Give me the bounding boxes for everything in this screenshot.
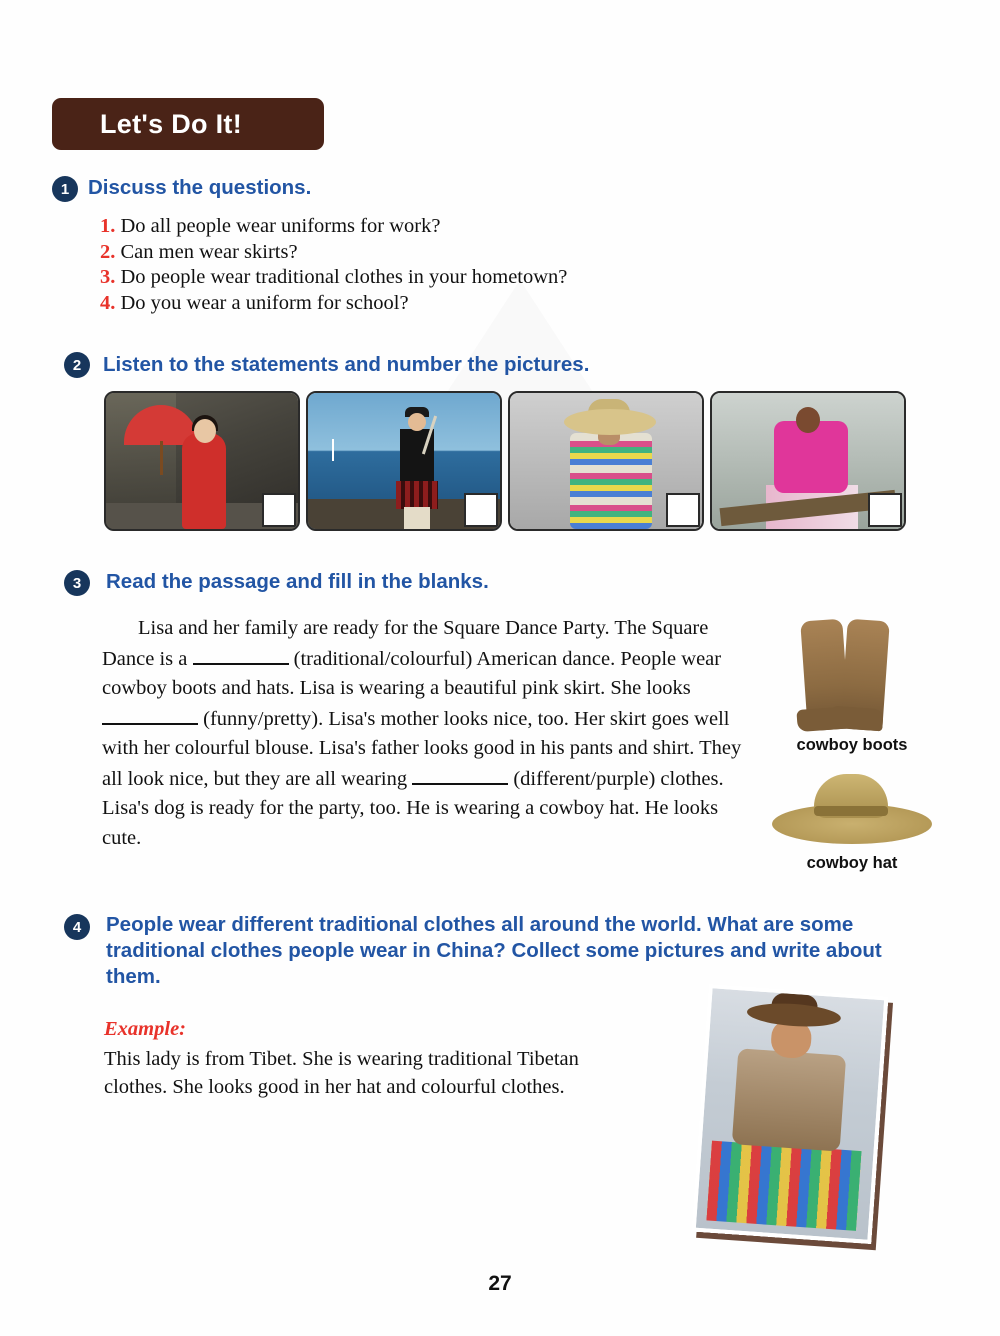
picture-card-4 bbox=[710, 391, 906, 531]
cowboy-hat-image bbox=[772, 770, 932, 848]
cowboy-hat-caption: cowboy hat bbox=[806, 854, 898, 872]
section-number-3: 3 bbox=[64, 570, 90, 596]
blank-input-1[interactable] bbox=[193, 644, 289, 665]
list-item bbox=[100, 265, 800, 291]
passage-part-4: (different/purple) clothes. Lisa's dog is ready for the party, too. He is wearing a cowboy hat. He looks cute. bbox=[102, 767, 724, 849]
reading-passage bbox=[102, 614, 742, 853]
lets-do-it-banner bbox=[52, 98, 324, 150]
passage-part-1: Lisa and her family are ready for the Square Dance Party. The Square Dance is a bbox=[102, 617, 709, 670]
section-number-2: 2 bbox=[64, 352, 90, 378]
list-item bbox=[100, 214, 800, 240]
cowboy-hat-figure bbox=[762, 770, 942, 873]
example-text: This lady is from Tibet. She is wearing traditional Tibetan clothes. She looks good in her hat and colourful clothes. bbox=[104, 1048, 579, 1098]
question-text: Can men wear skirts? bbox=[120, 240, 298, 263]
blank-input-2[interactable] bbox=[102, 704, 198, 725]
list-item bbox=[100, 240, 800, 266]
banner-title: Let's Do It! bbox=[100, 108, 243, 139]
question-number: 1. bbox=[100, 215, 116, 237]
passage-part-3: (funny/pretty). Lisa's mother looks nice, too. Her skirt goes well with her colourful blouse. Lisa's father looks good in his pants and shirt. They all look nice, but they are all wearing bbox=[102, 707, 742, 790]
section-title-1: Discuss the questions. bbox=[88, 176, 312, 199]
question-text: Do you wear a uniform for school? bbox=[120, 291, 409, 314]
picture-row bbox=[104, 391, 906, 531]
section-title-4: People wear different traditional clothes all around the world. What are some traditional clothes people wear in China? Collect some pictures and write about them. bbox=[106, 913, 882, 988]
cowboy-boots-figure bbox=[762, 606, 942, 755]
tibetan-lady-photo bbox=[692, 984, 889, 1244]
passage-part-2: (traditional/colourful) American dance. People wear cowboy boots and hats. Lisa is wearing a beautiful pink skirt. She looks bbox=[102, 647, 722, 699]
page-number: 27 bbox=[488, 1272, 512, 1295]
picture-card-3 bbox=[508, 391, 704, 531]
section-title-3: Read the passage and fill in the blanks. bbox=[106, 570, 489, 593]
list-item bbox=[100, 291, 800, 317]
answer-box-2[interactable] bbox=[464, 493, 498, 527]
picture-card-2 bbox=[306, 391, 502, 531]
blank-input-3[interactable] bbox=[412, 764, 508, 785]
example-label: Example: bbox=[104, 1018, 186, 1040]
answer-box-1[interactable] bbox=[262, 493, 296, 527]
cowboy-boots-image bbox=[782, 606, 922, 730]
question-number: 2. bbox=[100, 240, 116, 263]
question-number: 3. bbox=[100, 266, 116, 288]
section-number-1: 1 bbox=[52, 176, 78, 202]
discussion-questions-list bbox=[100, 214, 800, 316]
section-title-2: Listen to the statements and number the pictures. bbox=[103, 353, 590, 376]
question-text: Do all people wear uniforms for work? bbox=[120, 215, 441, 237]
picture-card-1 bbox=[104, 391, 300, 531]
answer-box-4[interactable] bbox=[868, 493, 902, 527]
section-number-4: 4 bbox=[64, 914, 90, 940]
question-number: 4. bbox=[100, 291, 116, 314]
question-text: Do people wear traditional clothes in your hometown? bbox=[120, 266, 568, 288]
answer-box-3[interactable] bbox=[666, 493, 700, 527]
cowboy-boots-caption: cowboy boots bbox=[796, 736, 908, 754]
